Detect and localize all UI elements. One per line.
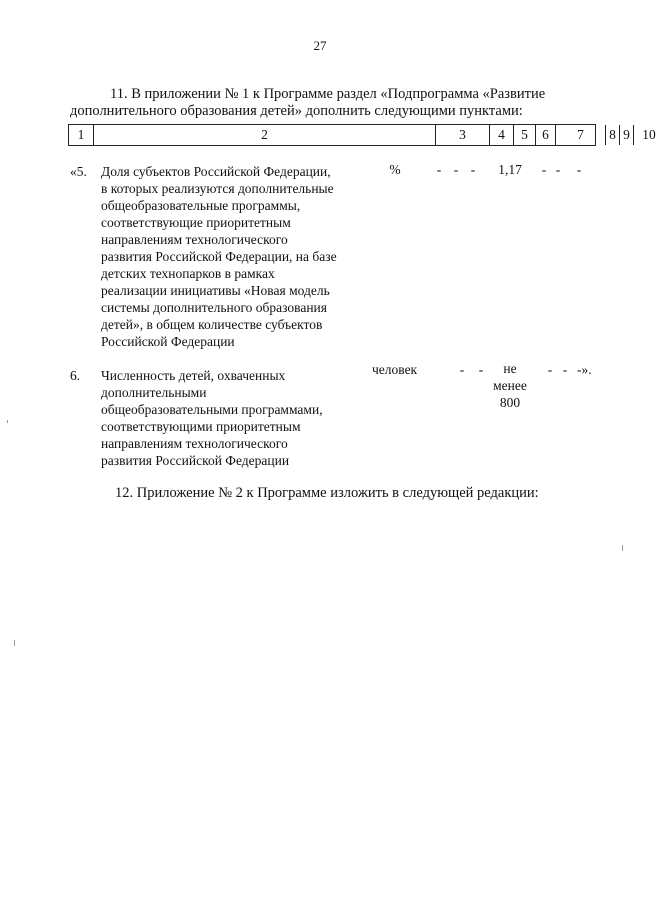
row-6-col-8: -	[547, 362, 553, 377]
row-6-col-7	[488, 360, 532, 411]
row-6-description	[101, 367, 371, 469]
col-7-line: менее	[493, 378, 527, 393]
row-5-col-7: 1,17	[498, 162, 522, 177]
row-6-unit: человек	[372, 362, 418, 377]
header-col-9: 9	[619, 125, 633, 145]
desc-line: соответствующие приоритетным	[101, 215, 291, 230]
header-col-8: 8	[605, 125, 619, 145]
desc-line: Доля субъектов Российской Федерации,	[101, 164, 331, 179]
header-col-2: 2	[93, 125, 435, 145]
col-7-line: 800	[499, 395, 521, 410]
final-paragraph: 12. Приложение № 2 к Программе изложить в следующей редакции:	[115, 485, 539, 501]
desc-line: реализации инициативы «Новая модель	[101, 283, 330, 298]
header-col-7: 7	[555, 125, 605, 145]
header-col-5: 5	[513, 125, 535, 145]
row-5-unit: %	[389, 162, 401, 177]
row-5-description	[101, 163, 371, 350]
row-5-col-5: -	[453, 162, 459, 177]
header-col-3: 3	[435, 125, 489, 145]
desc-line: развития Российской Федерации, на базе	[101, 249, 337, 264]
desc-line: Численность детей, охваченных	[101, 368, 286, 383]
row-5-col-8: -	[541, 162, 547, 177]
row-6-number: 6.	[70, 368, 81, 383]
desc-line: детей», в общем количестве субъектов	[101, 317, 323, 332]
desc-line: общеобразовательные программы,	[101, 198, 301, 213]
row-5-col-4: -	[436, 162, 442, 177]
desc-line: направлениям технологического	[101, 436, 288, 451]
table-header-row	[68, 124, 656, 146]
row-6-col-6: -	[478, 362, 484, 377]
intro-line-2: дополнительного образования детей» дополнить следующими пунктами:	[70, 103, 523, 119]
header-col-6: 6	[535, 125, 555, 145]
page-number: 27	[313, 38, 327, 53]
scan-speck	[622, 545, 623, 551]
header-col-4: 4	[489, 125, 513, 145]
desc-line: общеобразовательными программами,	[101, 402, 323, 417]
desc-line: направлениям технологического	[101, 232, 288, 247]
desc-line: системы дополнительного образования	[101, 300, 327, 315]
col-7-line: не	[503, 361, 517, 376]
header-col-1: 1	[77, 127, 85, 142]
intro-line-1: 11. В приложении № 1 к Программе раздел «Подпрограмма «Развитие	[110, 86, 546, 102]
row-5-col-10: -	[576, 162, 582, 177]
row-6-col-10: -».	[577, 362, 592, 377]
scan-speck	[14, 640, 15, 646]
desc-line: в которых реализуются дополнительные	[101, 181, 334, 196]
desc-line: детских технопарков в рамках	[101, 266, 275, 281]
row-5-number: «5.	[70, 164, 87, 179]
desc-line: дополнительными	[101, 385, 207, 400]
row-6-col-9: -	[562, 362, 568, 377]
header-col-10: 10	[633, 125, 664, 145]
intro-paragraph	[70, 86, 592, 120]
row-5-col-9: -	[555, 162, 561, 177]
scan-speck	[7, 420, 8, 423]
desc-line: развития Российской Федерации	[101, 453, 290, 468]
row-5-col-6: -	[470, 162, 476, 177]
desc-line: Российской Федерации	[101, 334, 235, 349]
row-6-col-5: -	[459, 362, 465, 377]
desc-line: соответствующими приоритетным	[101, 419, 301, 434]
